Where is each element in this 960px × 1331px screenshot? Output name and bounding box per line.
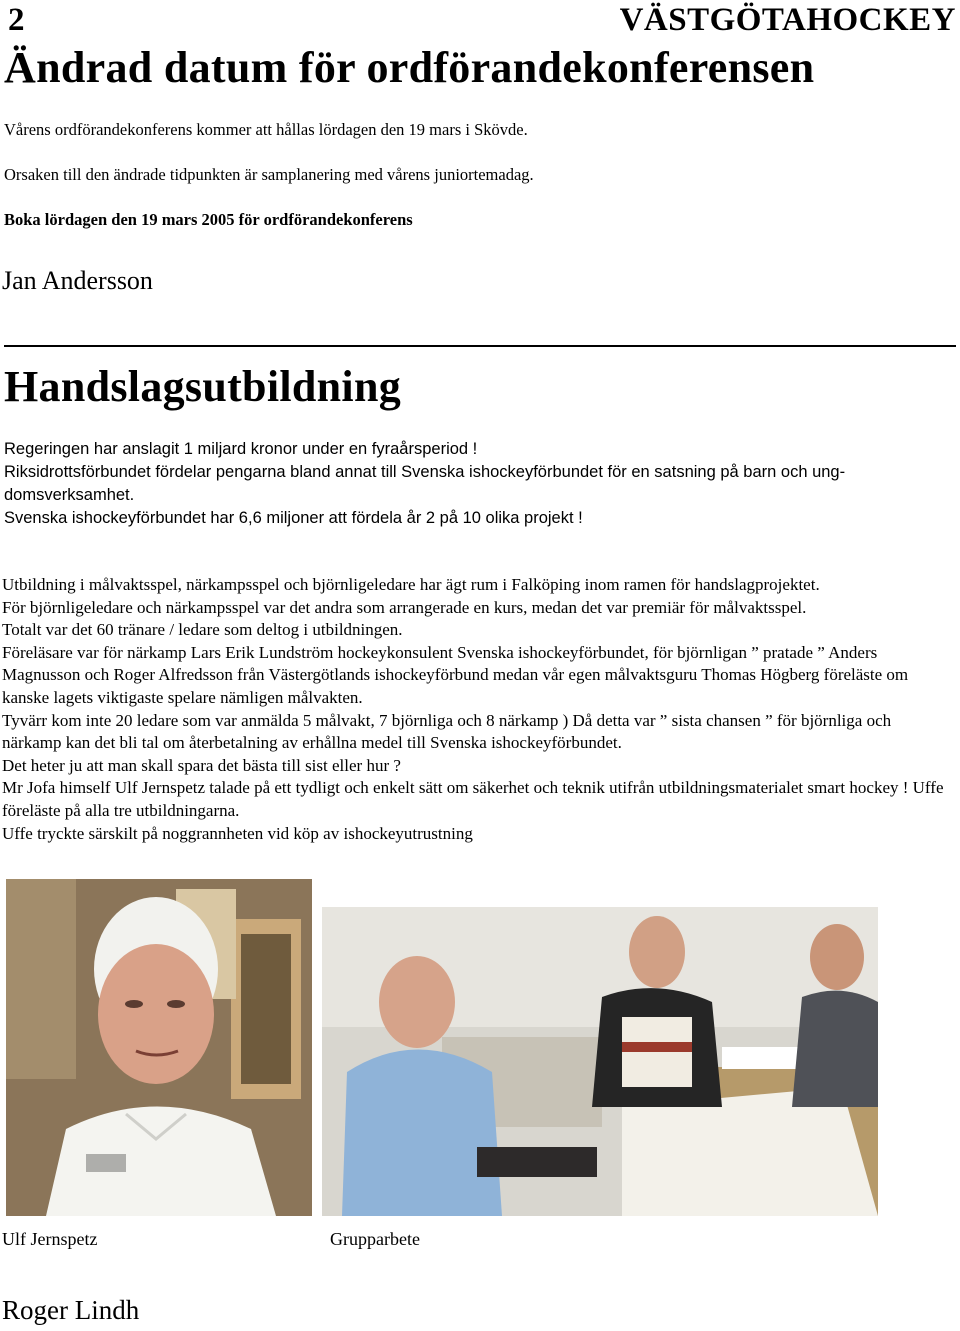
magazine-title: VÄSTGÖTAHOCKEY xyxy=(619,2,956,38)
body-line: För björnligeledare och närkampsspel var det andra som arrangerade en kurs, medan det var premiär för målvaktsspel. xyxy=(2,597,807,617)
photo-ulf-jernspetz xyxy=(6,879,312,1216)
body-line: Mr Jofa himself Ulf Jernspetz talade på ett tydligt och enkelt sätt om säkerhet och teknik utifrån utbildningsmaterialet smart hockey ! Uffe föreläste på alla tre utbildningarna. xyxy=(2,778,944,820)
section-divider xyxy=(4,345,956,347)
body-line: Uffe tryckte särskilt på noggrannheten vid köp av ishockeyutrustning xyxy=(2,823,473,843)
training-paragraph xyxy=(2,574,952,845)
caption-photo2: Grupparbete xyxy=(330,1229,420,1249)
photo-grupparbete xyxy=(322,907,878,1216)
article-title-handslag: Handslagsutbildning xyxy=(4,362,402,411)
grant-paragraph xyxy=(4,438,924,530)
body-line: Totalt var det 60 tränare / ledare som deltog i utbildningen. xyxy=(2,620,403,640)
body-line: Utbildning i målvaktsspel, närkampsspel och björnligeledare har ägt rum i Falköping inom ramen för handslagprojektet. xyxy=(2,575,820,594)
body-line: Föreläsare var för närkamp Lars Erik Lundström hockeykonsulent Svenska ishockeyförbundet, för björnligan ” pratade ” Anders Magnusson och Roger Alfredsson från Västergötlands ishockeyförbund medan vår egen målvaktsguru Thomas Högberg föreläste om kanske lagets viktigaste spelare nämligen målvakten. xyxy=(2,642,909,707)
page-number: 2 xyxy=(8,2,25,38)
author-jan-andersson: Jan Andersson xyxy=(2,266,153,295)
body-line: Det heter ju att man skall spara det bästa till sist eller hur ? xyxy=(2,755,401,775)
photo-portrait-illustration xyxy=(6,879,312,1216)
photo-group-illustration xyxy=(322,907,878,1216)
grant-line: Svenska ishockeyförbundet har 6,6 miljoner att fördela år 2 på 10 olika projekt ! xyxy=(4,509,583,527)
grant-line: Regeringen har anslagit 1 miljard kronor under en fyraårsperiod ! xyxy=(4,440,478,458)
grant-line: Riksidrottsförbundet fördelar pengarna bland annat till Svenska ishockeyförbundet för en satsning på barn och ung-domsverksamhet. xyxy=(4,463,846,504)
caption-photo1: Ulf Jernspetz xyxy=(2,1229,98,1249)
conference-line-date: Vårens ordförandekonferens kommer att hållas lördagen den 19 mars i Skövde. xyxy=(4,120,528,139)
author-roger-lindh: Roger Lindh xyxy=(2,1295,140,1325)
conference-line-booking: Boka lördagen den 19 mars 2005 för ordförandekonferens xyxy=(4,210,413,229)
article-title-conference: Ändrad datum för ordförandekonferensen xyxy=(4,43,815,92)
conference-line-reason: Orsaken till den ändrade tidpunkten är samplanering med vårens juniortemadag. xyxy=(4,165,534,184)
body-line: Tyvärr kom inte 20 ledare som var anmälda 5 målvakt, 7 björnliga och 8 närkamp ) Då detta var ” sista chansen ” för björnliga och närkamp kan det bli tal om återbetalning av erhållna medel till Svenska ishockeyförbundet. xyxy=(2,710,892,753)
